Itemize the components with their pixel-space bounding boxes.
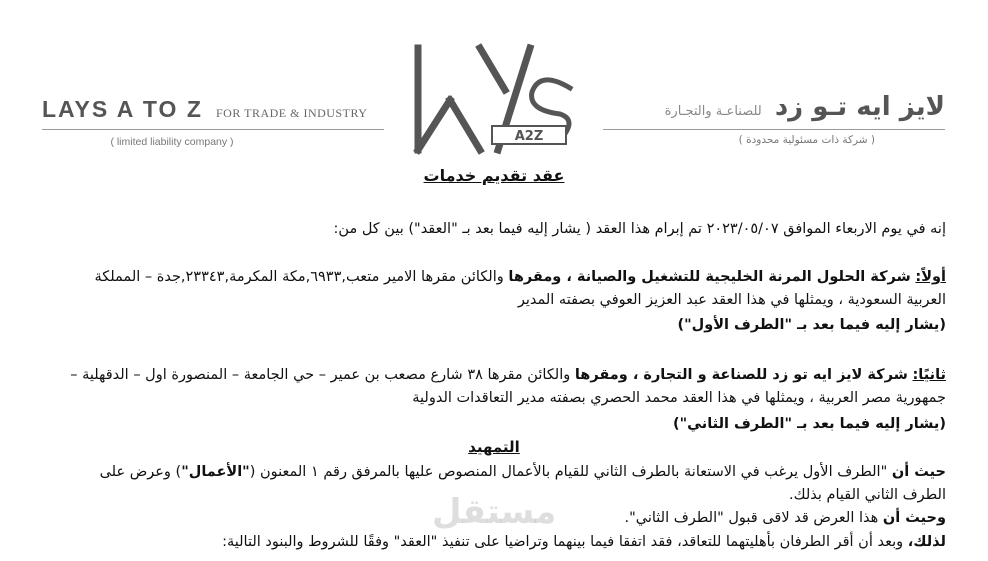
- first-party-reference: [42, 314, 946, 336]
- second-party-reference: [42, 413, 946, 435]
- english-company-type: ( limited liability company ): [110, 136, 234, 148]
- whereas-lead-2: وحيث أن: [882, 510, 946, 526]
- preamble-paragraph-3: [42, 531, 946, 553]
- second-party-name: شركة لايز ايه تو زد للصناعة و التجارة ، ومقرها: [574, 367, 908, 383]
- intro-paragraph: إنه في يوم الاربعاء الموافق ٢٠٢٣/٠٥/٠٧ تم إبرام هذا العقد ( يشار إليه فيما بعد بـ "العقد") بين كل من:: [333, 221, 946, 237]
- divider: [42, 129, 384, 130]
- second-party-label: ثانيًا:: [912, 367, 946, 383]
- arabic-company-name: لايز ايه تـو زد: [774, 92, 945, 122]
- arabic-company-type: ( شركة ذات مسئولية محدودة ): [738, 134, 875, 146]
- therefore-lead: لذلك،: [907, 534, 946, 550]
- arabic-tagline: للصناعـة والتجـارة: [664, 104, 762, 119]
- english-tagline: FOR TRADE & INDUSTRY: [215, 106, 368, 120]
- contract-title: عقد تقديم خدمات: [423, 166, 565, 185]
- p1-end: ) وعرض على: [99, 464, 182, 480]
- english-company-name: LAYS A TO Z: [42, 96, 203, 122]
- p2-text: هذا العرض قد لاقى قبول "الطرف الثاني".: [624, 510, 883, 526]
- logo-badge: A2Z: [514, 129, 544, 144]
- letterhead: [0, 0, 988, 160]
- p3-text: وبعد أن أقر الطرفان بأهليتهما للتعاقد، فقد اتفقا فيما بينهما وتراضيا على تنفيذ "العقد" وفقًا للشروط والبنود التالية:: [222, 534, 908, 550]
- preamble-heading: التمهيد: [468, 438, 520, 456]
- arabic-brand: [603, 92, 945, 146]
- first-party-address: والكائن مقرها الامير متعب,٦٩٣٣,مكة المكرمة,٢٣٣٤٣,جدة – المملكة: [94, 269, 509, 285]
- first-party-line-2: العربية السعودية ، ويمثلها في هذا العقد عبد العزيز العوفي بصفته المدير: [517, 292, 946, 308]
- second-party-address: والكائن مقرها ٣٨ شارع مصعب بن عمير – حي الجامعة – المنصورة اول – الدقهلية –: [70, 367, 575, 383]
- second-party-ref-text: (يشار إليه فيما بعد بـ "الطرف الثاني"): [672, 416, 946, 432]
- works-term: "الأعمال": [181, 464, 250, 480]
- second-party-line-2: جمهورية مصر العربية ، ويمثلها في هذا العقد محمد الحصري بصفته مدير التعاقدات الدولية: [412, 390, 946, 406]
- watermark: مستقل: [432, 492, 557, 532]
- first-party-name: شركة الحلول المرنة الخليجية للتشغيل والصيانة ، ومقرها: [508, 269, 911, 285]
- company-logo: [410, 25, 580, 155]
- logo-wordmark: LAYS: [410, 25, 449, 44]
- first-party-ref-text: (يشار إليه فيما بعد بـ "الطرف الأول"): [677, 317, 946, 333]
- preamble-paragraph-1-cont: الطرف الثاني القيام بذلك.: [788, 487, 946, 503]
- first-party-line-1: [42, 266, 946, 288]
- english-brand: [42, 96, 384, 148]
- preamble-paragraph-1: [42, 461, 946, 483]
- whereas-lead: حيث أن: [891, 464, 946, 480]
- first-party-label: أولاً:: [915, 269, 946, 285]
- second-party-line-1: [42, 364, 946, 386]
- divider: [603, 129, 945, 130]
- p1-text: "الطرف الأول يرغب في الاستعانة بالطرف الثاني للقيام بالأعمال المنصوص عليها بالمرفق رقم ١ المعنون (: [249, 464, 892, 480]
